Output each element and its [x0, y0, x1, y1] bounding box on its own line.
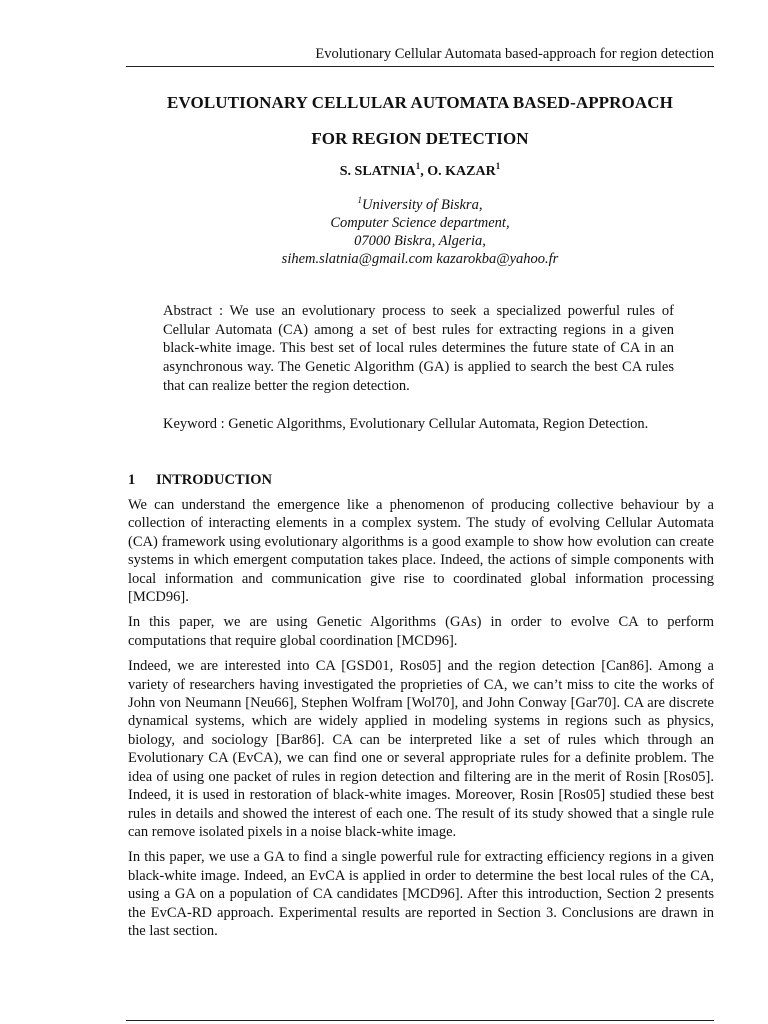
- author-1-affil-mark: 1: [415, 161, 421, 171]
- abstract-block: [163, 302, 674, 433]
- affiliation-emails: sihem.slatnia@gmail.com kazarokba@yahoo.fr: [281, 251, 559, 267]
- author-2: O. KAZAR: [427, 164, 496, 179]
- author-separator: ,: [420, 164, 428, 179]
- affiliation-mark: 1: [357, 195, 363, 205]
- footer-rule: [126, 1020, 714, 1021]
- intro-paragraph-4: In this paper, we use a GA to find a single powerful rule for extracting efficiency regions in a given black-white image. Indeed, an EvCA is applied in order to determine the best local rules of the CA, using a GA on a population of CA candidates [MCD96]. After this introduction, Section 2 presents the EvCA-RD approach. Experimental results are reported in Section 3. Conclusions are drawn in the last section.: [128, 849, 714, 939]
- header-rule: [126, 66, 714, 67]
- abstract-text: Abstract : We use an evolutionary process to seek a specialized powerful rules of Cellular Automata (CA) among a set of best rules for extracting regions in a given black-white image. This best set of local rules determines the future state of CA in an asynchronous way. The Genetic Algorithm (GA) is applied to search the best CA rules that can realize better the region detection.: [163, 303, 674, 394]
- affiliation: [126, 196, 714, 268]
- affiliation-address: 07000 Biskra, Algeria,: [354, 233, 486, 249]
- paper-title-line-2: FOR REGION DETECTION: [311, 129, 529, 148]
- affiliation-university: University of Biskra,: [362, 197, 483, 213]
- intro-paragraph-2: In this paper, we are using Genetic Algorithms (GAs) in order to evolve CA to perform computations that require global coordination [MCD96].: [128, 614, 714, 649]
- section-number: 1: [128, 472, 136, 488]
- section-title: INTRODUCTION: [156, 472, 273, 488]
- paper-title-line-1: EVOLUTIONARY CELLULAR AUTOMATA BASED-APPROACH: [167, 93, 673, 112]
- running-header: Evolutionary Cellular Automata based-approach for region detection: [315, 46, 714, 62]
- intro-paragraph-3: Indeed, we are interested into CA [GSD01, Ros05] and the region detection [Can86]. Among a variety of researchers having investigated the proprieties of CA, we can’t miss to cite the works of John von Neumann [Neu66], Stephen Wolfram [Wol70], and John Conway [Gar70]. CA are discrete dynamical systems, which are widely applied in modeling systems in regions such as physics, biology, and sociology [Bar86]. CA can be interpreted like a set of rules which through an Evolutionary CA (EvCA), we can find one or several appropriate rules for a definite problem. The idea of using one packet of rules in region detection and filtering are in the merit of Rosin [Ros05]. Indeed, it is used in restoration of black-white images. Moreover, Rosin [Ros05] studied these best rules in details and showed the interest of each one. The result of its study showed that a single rule can remove isolated pixels in a noise black-white image.: [128, 658, 714, 840]
- author-2-affil-mark: 1: [495, 161, 501, 171]
- authors: [126, 163, 714, 181]
- intro-paragraph-1: We can understand the emergence like a phenomenon of producing collective behaviour by a collection of interacting elements in a complex system. The study of evolving Cellular Automata (CA) framework using evolutionary algorithms is a good example to show how evolution can create systems in which emergent computation takes place. Indeed, the actions of simple components with local information and communication give rise to coordinated global information processing [MCD96].: [128, 497, 714, 606]
- author-1: S. SLATNIA: [339, 164, 416, 179]
- affiliation-university-line: [126, 196, 714, 214]
- section-heading-introduction: [128, 471, 272, 489]
- affiliation-department: Computer Science department,: [330, 215, 510, 231]
- introduction-body: [128, 496, 714, 947]
- keywords: Keyword : Genetic Algorithms, Evolutionary Cellular Automata, Region Detection.: [163, 415, 649, 432]
